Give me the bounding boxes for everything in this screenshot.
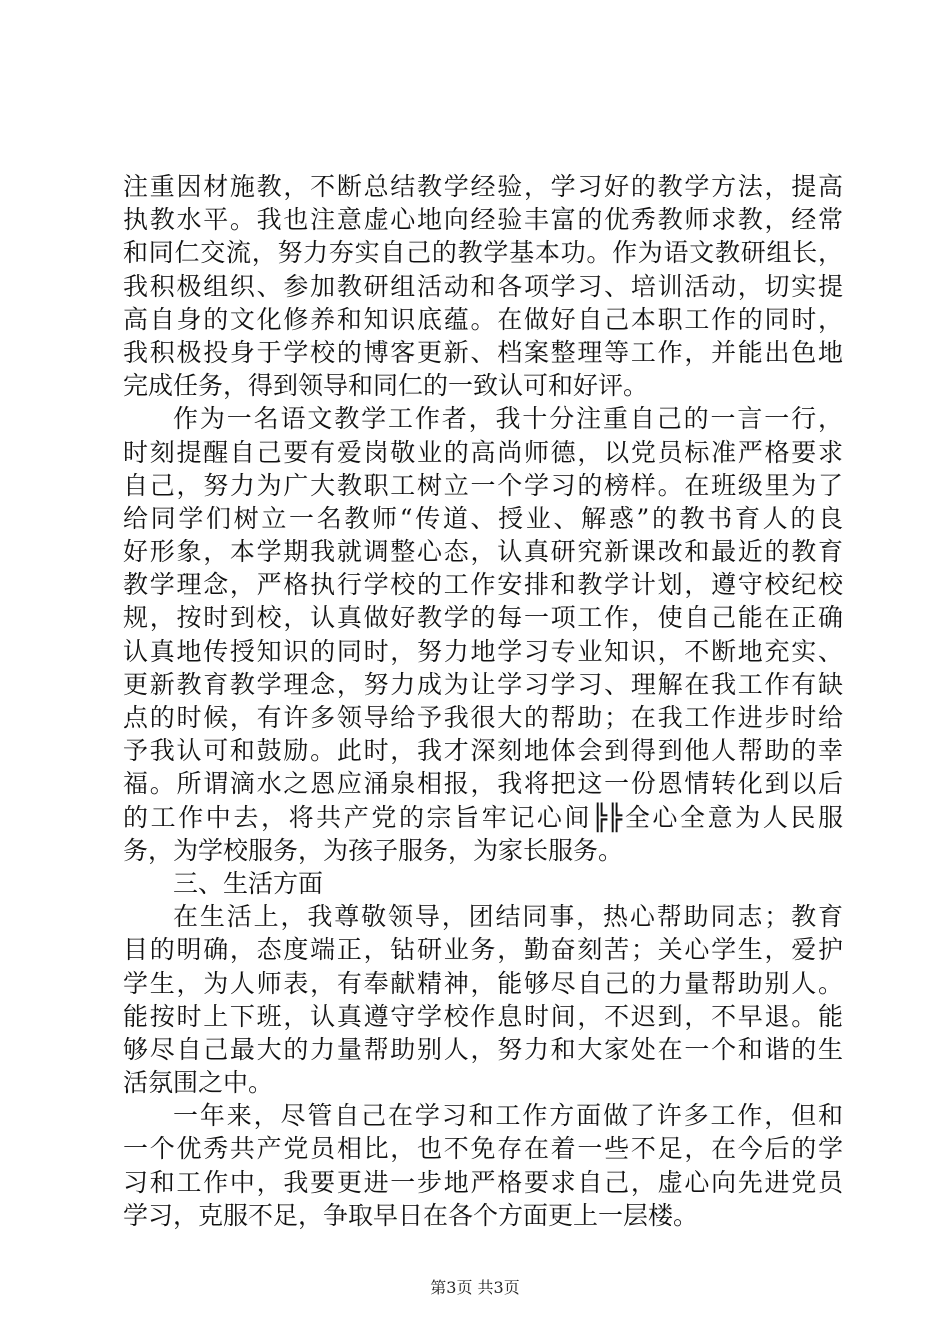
- text-line: 我积极投身于学校的博客更新、档案整理等工作，并能出色地: [123, 337, 843, 367]
- text-line: 注重因材施教，不断总结教学经验，学习好的教学方法，提高: [123, 172, 843, 201]
- text-line: 学生，为人师表，有奉献精神，能够尽自己的力量帮助别人。: [123, 968, 843, 998]
- text-line: 规，按时到校，认真做好教学的每一项工作，使自己能在正确: [123, 603, 843, 633]
- text-line: 在生活上，我尊敬领导，团结同事，热心帮助同志；教育: [173, 902, 843, 932]
- text-line: 三、生活方面: [173, 868, 324, 898]
- text-line: 活氛围之中。: [123, 1068, 274, 1098]
- text-line: 执教水平。我也注意虚心地向经验丰富的优秀教师求教，经常: [123, 205, 843, 235]
- page-footer: 第3页 共3页: [430, 1278, 520, 1297]
- text-line: 一年来，尽管自己在学习和工作方面做了许多工作，但和: [173, 1101, 843, 1131]
- text-line: 予我认可和鼓励。此时，我才深刻地体会到得到他人帮助的幸: [123, 736, 843, 766]
- document-body: [123, 170, 843, 1232]
- text-line: 学习，克服不足，争取早日在各个方面更上一层楼。: [123, 1200, 699, 1230]
- text-line: 给同学们树立一名教师“传道、授业、解惑”的教书育人的良: [123, 503, 843, 533]
- text-line: 时刻提醒自己要有爱岗敬业的高尚师德，以党员标准严格要求: [123, 437, 843, 467]
- text-line: 一个优秀共产党员相比，也不免存在着一些不足，在今后的学: [123, 1134, 843, 1164]
- text-line: 够尽自己最大的力量帮助别人，努力和大家处在一个和谐的生: [123, 1034, 843, 1064]
- text-line: 福。所谓滴水之恩应涌泉相报，我将把这一份恩情转化到以后: [123, 769, 843, 799]
- text-line: 更新教育教学理念，努力成为让学习学习、理解在我工作有缺: [123, 669, 843, 699]
- text-line: 自己，努力为广大教职工树立一个学习的榜样。在班级里为了: [123, 470, 843, 500]
- text-line: 习和工作中，我要更进一步地严格要求自己，虚心向先进党员: [123, 1167, 843, 1197]
- text-line: 目的明确，态度端正，钻研业务，勤奋刻苦；关心学生，爱护: [123, 935, 843, 965]
- text-line: 能按时上下班，认真遵守学校作息时间，不迟到，不早退。能: [123, 1001, 843, 1031]
- text-line: 的工作中去，将共产党的宗旨牢记心间╠╠全心全意为人民服: [123, 802, 843, 832]
- text-line: 点的时候，有许多领导给予我很大的帮助；在我工作进步时给: [123, 703, 843, 732]
- text-line: 完成任务，得到领导和同仁的一致认可和好评。: [123, 371, 649, 401]
- text-line: 高自身的文化修养和知识底蕴。在做好自己本职工作的同时，: [123, 304, 843, 334]
- text-line: 我积极组织、参加教研组活动和各项学习、培训活动，切实提: [123, 271, 843, 301]
- text-line: 和同仁交流，努力夯实自己的教学基本功。作为语文教研组长，: [123, 238, 843, 268]
- text-line: 好形象，本学期我就调整心态，认真研究新课改和最近的教育: [123, 537, 843, 567]
- text-line: 认真地传授知识的同时，努力地学习专业知识，不断地充实、: [123, 636, 843, 666]
- text-line: 作为一名语文教学工作者，我十分注重自己的一言一行，: [173, 404, 843, 434]
- text-line: 教学理念，严格执行学校的工作安排和教学计划，遵守校纪校: [123, 570, 843, 600]
- text-line: 务，为学校服务，为孩子服务，为家长服务。: [123, 835, 624, 865]
